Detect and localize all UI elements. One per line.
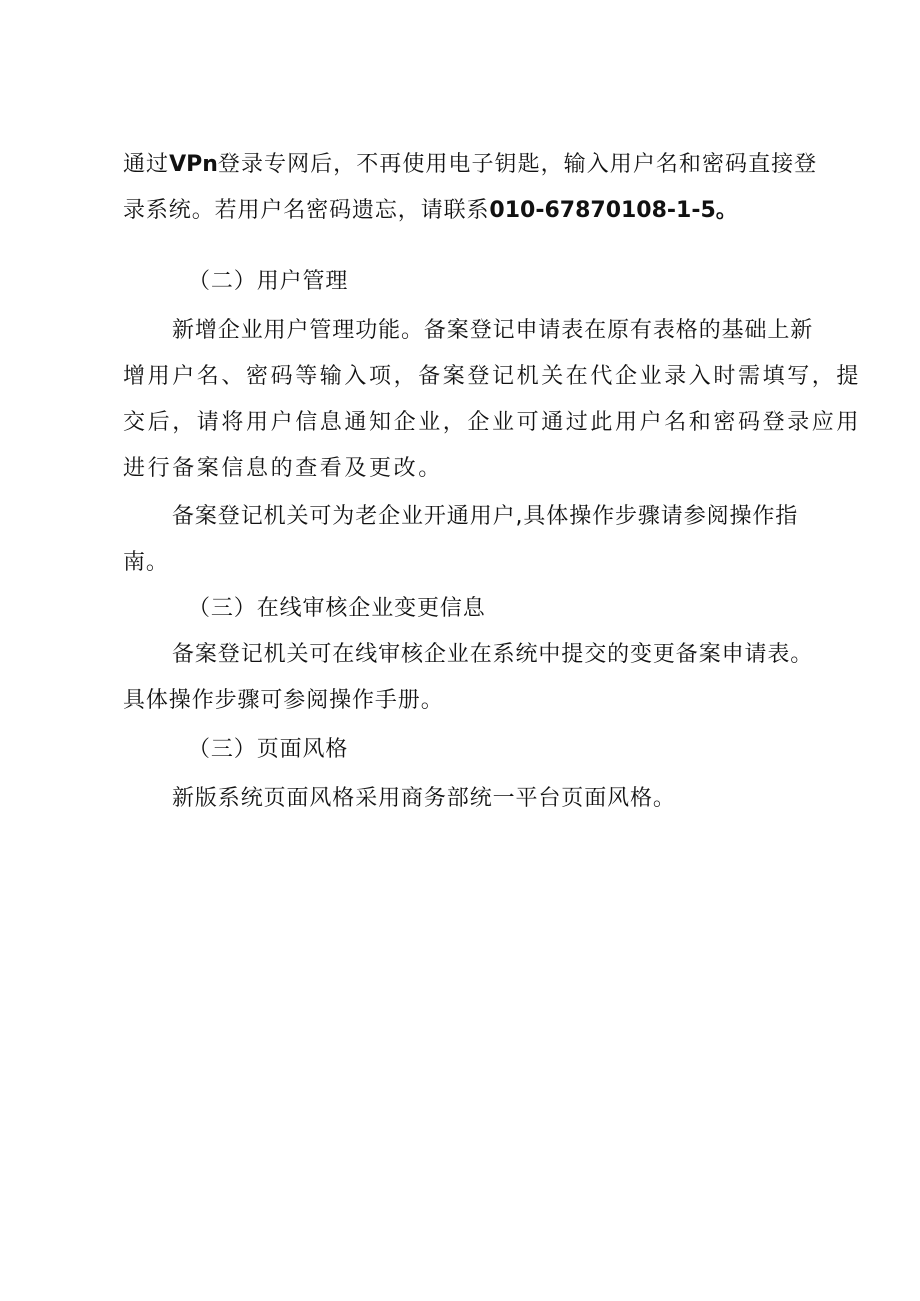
paragraph-line <box>123 151 823 179</box>
section-heading-page-style: （三）页面风格 <box>188 737 349 762</box>
section-heading-user-management: （二）用户管理 <box>188 269 349 294</box>
text-span: 通过 <box>123 152 170 177</box>
text-span: 登录专网后，不再使用电子钥匙，输入用户名和密码直接登 <box>217 152 818 177</box>
paragraph-line: 南。 <box>123 550 169 575</box>
phone-number: 010-67870108-1-5。 <box>489 198 738 223</box>
paragraph-line: 交后，请将用户信息通知企业，企业可通过此用户名和密码登录应用 <box>123 410 862 435</box>
paragraph-line: 备案登记机关可为老企业开通用户,具体操作步骤请参阅操作指 <box>172 504 799 529</box>
paragraph-line <box>123 197 823 225</box>
paragraph-line: 备案登记机关可在线审核企业在系统中提交的变更备案申请表。 <box>172 642 814 667</box>
paragraph-line: 新版系统页面风格采用商务部统一平台页面风格。 <box>172 786 676 811</box>
section-heading-online-review: （三）在线审核企业变更信息 <box>188 596 486 621</box>
paragraph-line: 新增企业用户管理功能。备案登记申请表在原有表格的基础上新 <box>172 318 814 343</box>
text-span: 录系统。若用户名密码遗忘，请联系 <box>123 198 490 223</box>
vpn-term: VPn <box>169 152 218 177</box>
paragraph-line: 具体操作步骤可参阅操作手册。 <box>123 688 444 713</box>
paragraph-line: 进行备案信息的查看及更改。 <box>123 456 443 481</box>
paragraph-line: 增用户名、密码等输入项，备案登记机关在代企业录入时需填写，提 <box>123 364 862 389</box>
